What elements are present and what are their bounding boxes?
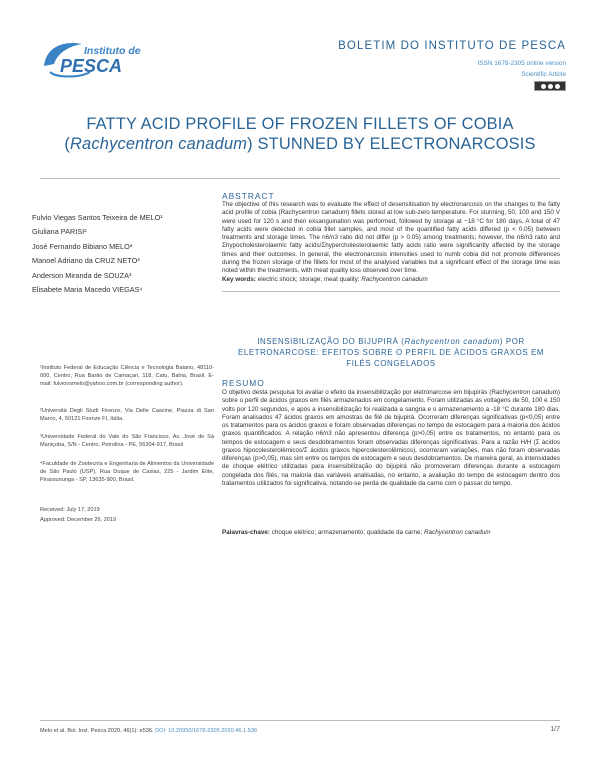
affiliation: ³Universidade Federal do Vale do São Francisco, Av. José de Sá Maniçoba, S/N - Centro, Petrolina - PE, 56304-917, Brasil	[40, 434, 214, 449]
affiliation: ⁴Faculdade de Zootecnia e Engenharia de Alimentos da Universidade de São Paulo (USP), Rua Duque de Caxias, 225 - Jardim Elite, Pirassununga - SP, 13635-900, Brasil.	[40, 461, 214, 484]
footer-divider	[40, 720, 560, 721]
issn: ISSN 1678-2305 online version	[477, 60, 566, 67]
portuguese-title-line1	[222, 336, 560, 347]
abstract-text: The objective of this research was to evaluate the effect of desensitisation by electronarcosis on the changes to the fatty acid profile of cobia (Rachycentron canadum) fillets stored at low sub-zero temperature. For stunning, 50, 100 and 150 V were used for 120 s and then exsanguination was performed, followed by storage at −18 °C for 180 days. A total of 47 fatty acids were detected in cobia fillet samples, and most of the quantified fatty acids differed (p < 0.05) between treatments and storage times. The n6/n3 ratio did not differ (p > 0.05) among treatments; however, the n6/n3 ratio and Σhypocholesterolaemic fatty acids/Σhypercholesterolaemic fatty acids ratio were significantly affected by the storage times and their outcomes. In general, the electronarcosis intensities used to numb cobia did not promote differences during the frozen storage of the fillets for most of the analysed variables but a significant effect of the storage time was noted within the treatments, with meat quality loss observed over time.	[222, 201, 560, 274]
affiliation: ²Università Degli Studi Firenze, Via Delle Cascine, Piazza di San Marco, 4, 50121 Firenze FI, Itália.	[40, 408, 214, 423]
keywords-text: choque elétrico; armazenamento; qualidade da carne;	[269, 529, 424, 536]
author-name: Fulvio Viegas Santos Teixeira de MELO¹	[32, 213, 163, 222]
affiliation: ¹Instituto Federal de Educação Ciência e Tecnologia Baiano, 48110-000, Centro, Rua Barão de Camaçari, 118, Catu, Bahia, Brasil. E-mail: fulviovsmelo@yahoo.com.br (corresponding author).	[40, 365, 214, 388]
abstract-heading: ABSTRACT	[222, 191, 275, 201]
doi-link[interactable]: DOI: 10.20950/1678-2305.2020.46.1.536	[155, 728, 258, 734]
keywords-species: Rachycentron canadum	[361, 276, 428, 283]
species-name: Rachycentron canadum	[404, 337, 500, 346]
keywords-label: Key words:	[222, 276, 256, 283]
article-title-line2: (Rachycentron canadum) STUNNED BY ELECTRONARCOSIS	[64, 135, 536, 153]
author-name: Anderson Miranda de SOUZA³	[32, 270, 132, 280]
approved-date: Approved: December 26, 2019	[40, 517, 117, 523]
portuguese-title-part: ) POR	[499, 337, 525, 346]
abstract-divider	[222, 291, 560, 292]
resumo-keywords	[222, 529, 560, 537]
institute-logo	[40, 38, 160, 82]
author-name: Manoel Adriano da CRUZ NETO³	[32, 256, 140, 266]
species-name: Rachycentron canadum	[70, 135, 248, 153]
author-name: José Fernando Bibiano MELO³	[32, 241, 133, 251]
cc-license-icon[interactable]	[534, 81, 566, 91]
author-name: Elisabete Maria Macedo VIEGAS⁴	[32, 284, 143, 294]
journal-name: BOLETIM DO INSTITUTO DE PESCA	[338, 40, 566, 52]
keywords-text: electric shock; storage; meat quality;	[255, 276, 362, 283]
portuguese-title-part: INSENSIBILIZAÇÃO DO BIJUPIRÁ (	[257, 337, 405, 346]
resumo-text: O objetivo desta pesquisa foi avaliar o efeito da insensibilização por eletronarcose em bijupirás (Rachycentron canadum) sobre o perfil de ácidos graxos em filés armazenados em congelamento. Foram utilizadas as voltagens de 50, 100 e 150 volts por 120 segundos, e após a insensibilização foi realizada a sangria e o armazenamento a -18 °C durante 180 dias. Foram analisados 47 ácidos graxos em amostras de filé de bijupirá. Ocorreram diferenças significativas (p<0,05) entre os tratamentos para os ácidos graxos e foram observadas diferenças no tempo de estocagem para a maioria dos ácidos graxos quantificados. A relação n6/n3 não apresentou diferença (p>0,05) entre os tratamentos, no entanto para os tempos de estocagem e seus desdobramentos foram observadas diferenças significativas. Para a razão H/H (Σ ácidos graxos hipocolesterolêmicos/Σ ácidos graxos hipercolesterolêmicos), ocorreram variações, mas não foram observadas diferenças (p>0,05), mas sim entre os tempos de estocagem e seus desdobramentos. De maneira geral, as intensidades de choque elétrico utilizadas para insensibilização do bijupirá não promoveram diferenças durante a estocagem congelada dos filés, na maioria das variáveis analisadas, no entanto, a avaliação do tempo de estocagem dentro dos tratamentos utilizados foi significativa, notando-se perda de qualidade da carne com o passar do tempo.	[222, 389, 560, 487]
author-name: Giuliana PARISI²	[32, 227, 87, 237]
keywords-species: Rachycentron canadum	[424, 529, 491, 536]
page-number: 1/7	[550, 726, 560, 733]
article-title-line2-rest: ) STUNNED BY ELECTRONARCOSIS	[247, 135, 536, 153]
citation-text: Melo et al. Bol. Inst. Pesca 2020, 46(1): e536.	[40, 728, 156, 734]
author-list	[32, 213, 217, 299]
portuguese-title-line3: FILÉS CONGELADOS	[346, 359, 436, 368]
received-date: Received: July 17, 2019	[40, 507, 100, 513]
logo-text-top: Instituto de	[84, 45, 141, 57]
resumo-heading: RESUMO	[222, 378, 265, 388]
title-divider	[40, 178, 560, 179]
portuguese-title-line2: ELETRONARCOSE: EFEITOS SOBRE O PERFIL DE ÁCIDOS GRAXOS EM	[237, 348, 545, 357]
article-title-line1: FATTY ACID PROFILE OF FROZEN FILLETS OF COBIA	[86, 115, 514, 133]
logo-text-bottom: PESCA	[60, 56, 123, 76]
keywords-label: Palavras-chave:	[222, 529, 270, 536]
footer-citation	[40, 728, 257, 734]
article-type: Scientific Article	[521, 71, 566, 78]
abstract-keywords	[222, 276, 560, 284]
